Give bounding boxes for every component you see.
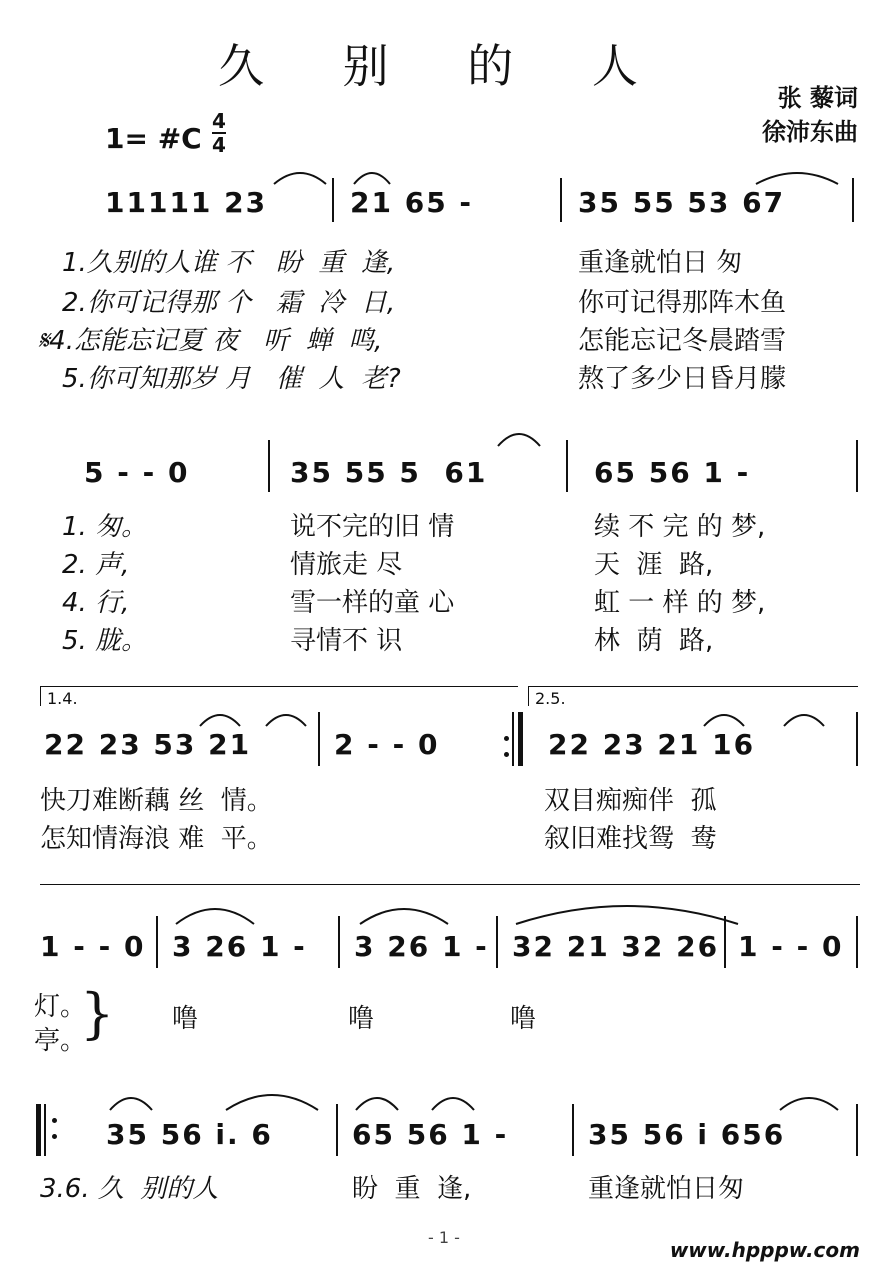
lyric-line: 重逢就怕日 匆	[578, 248, 743, 278]
lyric-line: 熬了多少日昏月朦	[578, 364, 787, 394]
lyric-line: 虹 一 样 的 梦,	[594, 588, 766, 618]
bar-line	[318, 712, 320, 766]
repeat-dot	[504, 752, 509, 757]
notes-measure: 35 56 i 656	[588, 1118, 786, 1151]
repeat-dot	[52, 1134, 57, 1139]
slur	[350, 166, 395, 186]
lyric-line: 5. 胧。	[62, 626, 148, 656]
lyricist-credit: 张 藜词	[777, 84, 858, 112]
lyric-line: 盼 重 逢,	[352, 1174, 472, 1204]
lyric-line: 说不完的旧 情	[290, 512, 455, 542]
lyric-line: 林 荫 路,	[594, 626, 714, 656]
notes-measure: 65 56 1 -	[352, 1118, 509, 1151]
slur	[356, 900, 452, 926]
notes-measure: 22 23 53 21	[44, 728, 252, 761]
repeat-dot	[504, 736, 509, 741]
repeat-dot	[52, 1118, 57, 1123]
repeat-start-bar	[36, 1104, 41, 1156]
lyric-line: 你可记得那阵木鱼	[578, 288, 787, 318]
lyric-line: 怎能忘记冬晨踏雪	[578, 326, 787, 356]
lyric-line: 𝄋4.怎能忘记夏 夜 听 蝉 鸣,	[38, 326, 383, 356]
lyric-line: 4. 行,	[62, 588, 130, 618]
lyric-line: 快刀难断藕 丝 情。	[40, 786, 273, 816]
time-denominator: 4	[212, 133, 226, 157]
slur	[700, 708, 748, 728]
hum-lyric: 噜	[172, 1004, 199, 1034]
lyric-line: 寻情不 识	[290, 626, 403, 656]
notes-measure: 35 55 53 67	[578, 186, 786, 219]
slur	[106, 1090, 156, 1112]
notes-measure: 32 21 32 26	[512, 930, 720, 963]
page-number: - 1 -	[428, 1228, 460, 1247]
notes-measure: 2 - - 0	[334, 728, 440, 761]
bar-line	[338, 916, 340, 968]
notes-measure: 3 26 1 -	[354, 930, 489, 963]
bar-line	[268, 440, 270, 492]
slur	[776, 1090, 842, 1112]
bar-line	[852, 178, 854, 222]
bar-line	[560, 178, 562, 222]
slur	[494, 426, 544, 448]
bar-line	[572, 1104, 574, 1156]
lyric-line: 双目痴痴伴 孤	[544, 786, 717, 816]
volta-1: 1.4.	[40, 686, 518, 706]
lyric-line: 怎知情海浪 难 平。	[40, 824, 273, 854]
hum-lyric: 噜	[348, 1004, 375, 1034]
lyric-line: 重逢就怕日匆	[588, 1174, 745, 1204]
lyric-line: 1.久别的人谁 不 盼 重 逢,	[62, 248, 396, 278]
slur	[196, 708, 244, 728]
website-watermark: www.hpppw.com	[669, 1238, 860, 1262]
bar-line	[856, 1104, 858, 1156]
lyric-line: 天 涯 路,	[594, 550, 714, 580]
notes-measure: 35 55 5 61	[290, 456, 488, 489]
volta-2: 2.5.	[528, 686, 858, 706]
slur	[352, 1090, 402, 1112]
notes-measure: 21 65 -	[350, 186, 474, 219]
slur	[512, 896, 742, 926]
brace-icon: }	[80, 982, 115, 1045]
time-signature	[212, 110, 226, 156]
bar-line	[496, 916, 498, 968]
notes-measure: 1 - - 0	[40, 930, 146, 963]
notes-measure: 11111 23	[105, 186, 268, 219]
notes-measure: 3 26 1 -	[172, 930, 307, 963]
notes-measure: 22 23 21 16	[548, 728, 756, 761]
key-signature: 1= #C	[105, 122, 202, 155]
song-title: 久 别 的 人	[218, 39, 670, 93]
lyric-line: 续 不 完 的 梦,	[594, 512, 766, 542]
bar-line	[156, 916, 158, 968]
composer-credit: 徐沛东曲	[762, 118, 858, 146]
bar-line	[336, 1104, 338, 1156]
lyric-line: 情旅走 尽	[290, 550, 403, 580]
notes-measure: 1 - - 0	[738, 930, 844, 963]
repeat-end-bar	[518, 712, 523, 766]
notes-measure: 5 - - 0	[84, 456, 190, 489]
slur	[270, 166, 330, 186]
slur	[752, 166, 842, 186]
bar-line	[512, 712, 514, 766]
lyric-line: 叙旧难找鸳 鸯	[544, 824, 717, 854]
lyric-line: 灯。	[34, 992, 87, 1022]
staff-divider	[40, 884, 860, 885]
lyric-line: 1. 匆。	[62, 512, 148, 542]
bar-line	[44, 1104, 46, 1156]
lyric-line: 雪一样的童 心	[290, 588, 455, 618]
lyric-line: 2.你可记得那 个 霜 冷 日,	[62, 288, 396, 318]
hum-lyric: 噜	[510, 1004, 537, 1034]
slur	[172, 900, 258, 926]
lyric-line: 3.6. 久 别的人	[40, 1174, 219, 1204]
notes-measure: 65 56 1 -	[594, 456, 751, 489]
lyric-line: 2. 声,	[62, 550, 130, 580]
time-numerator: 4	[212, 109, 226, 133]
slur	[222, 1086, 322, 1112]
lyric-line: 亭。	[34, 1026, 87, 1056]
bar-line	[856, 440, 858, 492]
bar-line	[566, 440, 568, 492]
notes-measure: 35 56 i. 6	[106, 1118, 273, 1151]
slur	[428, 1090, 478, 1112]
slur	[780, 708, 828, 728]
bar-line	[856, 916, 858, 968]
slur	[262, 708, 310, 728]
lyric-line: 5.你可知那岁 月 催 人 老?	[62, 364, 401, 394]
bar-line	[332, 178, 334, 222]
bar-line	[856, 712, 858, 766]
